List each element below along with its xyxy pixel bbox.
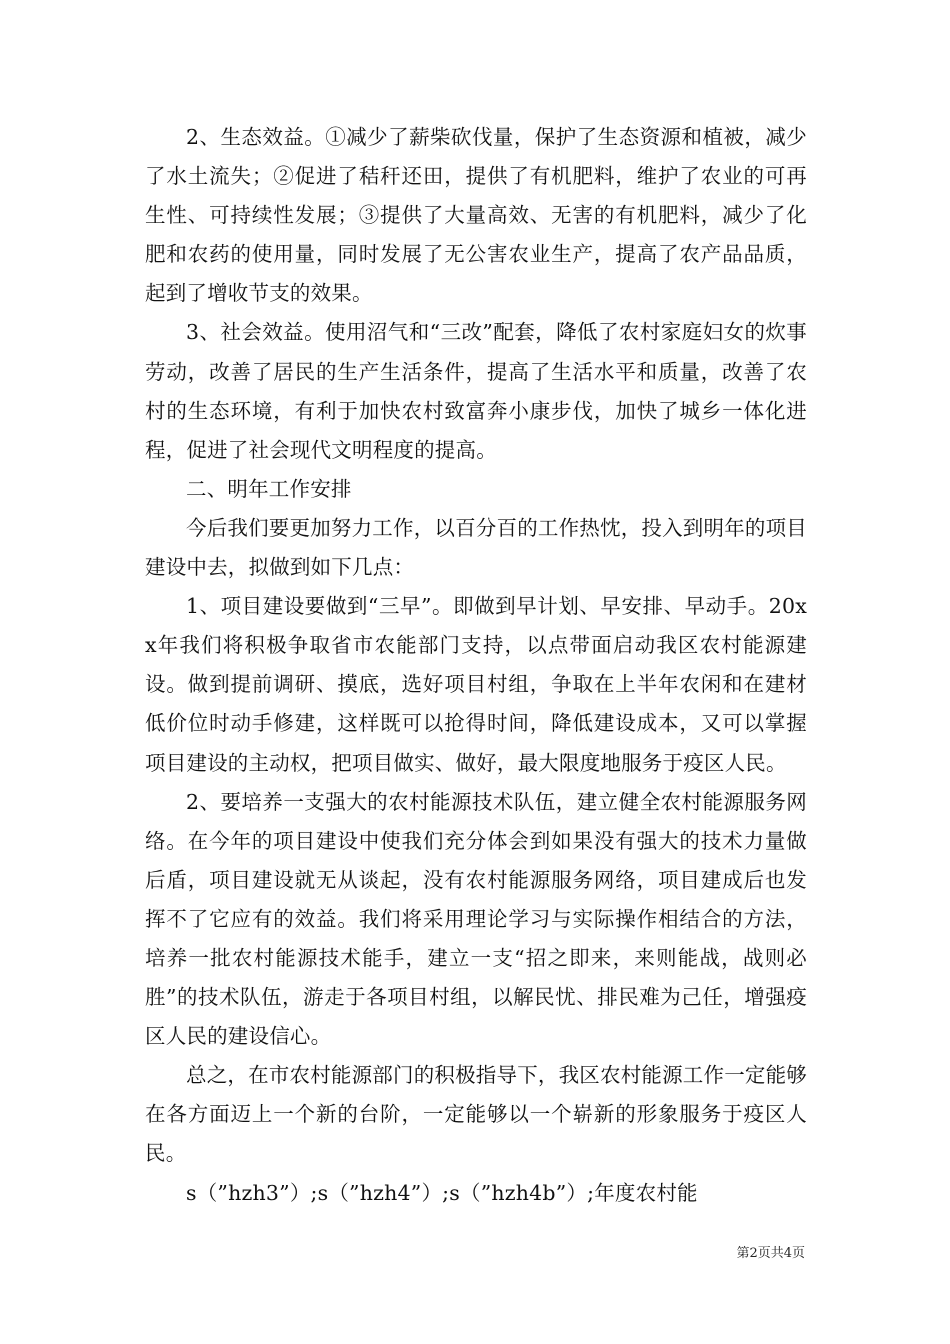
paragraph-trailing-text: s（”hzh3”）;s（”hzh4”）;s（”hzh4b”）;年度农村能	[186, 1180, 698, 1205]
paragraph-plan-item-2: 2、要培养一支强大的农村能源技术队伍，建立健全农村能源服务网络。在今年的项目建设中使我们充分体会到如果没有强大的技术力量做后盾，项目建设就无从谈起，没有农村能源服务网络，项目建成后也发挥不了它应有的效益。我们将采用理论学习与实际操作相结合的方法，培养一批农村能源技术能手，建立一支“招之即来，来则能战，战则必胜”的技术队伍，游走于各项目村组，以解民忧、排民难为己任，增强疫区人民的建设信心。	[145, 789, 807, 1049]
paragraph-ecological-benefit: 2、生态效益。①减少了薪柴砍伐量，保护了生态资源和植被，减少了水土流失；②促进了秸秆还田，提供了有机肥料，维护了农业的可再生性、可持续性发展；③提供了大量高效、无害的有机肥料，减少了化肥和农药的使用量，同时发展了无公害农业生产，提高了农产品品质，起到了增收节支的效果。	[145, 125, 807, 306]
paragraph-conclusion: 总之，在市农村能源部门的积极指导下，我区农村能源工作一定能够在各方面迈上一个新的台阶，一定能够以一个崭新的形象服务于疫区人民。	[145, 1063, 807, 1166]
section-heading-next-year-plan: 二、明年工作安排	[186, 476, 352, 501]
paragraph-social-benefit: 3、社会效益。使用沼气和“三改”配套，降低了农村家庭妇女的炊事劳动，改善了居民的生产生活条件，提高了生活水平和质量，改善了农村的生态环境，有利于加快农村致富奔小康步伐，加快了城乡一体化进程，促进了社会现代文明程度的提高。	[145, 320, 807, 462]
paragraph-plan-item-1: 1、项目建设要做到“三早”。即做到早计划、早安排、早动手。20xx年我们将积极争取省市农能部门支持，以点带面启动我区农村能源建设。做到提前调研、摸底，选好项目村组，争取在上半年农闲和在建材低价位时动手修建，这样既可以抢得时间，降低建设成本，又可以掌握项目建设的主动权，把项目做实、做好，最大限度地服务于疫区人民。	[145, 594, 807, 775]
paragraph-intro-plan: 今后我们要更加努力工作，以百分百的工作热忱，投入到明年的项目建设中去，拟做到如下几点：	[145, 515, 807, 580]
document-body	[145, 118, 807, 1213]
page-number-footer: 第2页共4页	[736, 1246, 805, 1261]
